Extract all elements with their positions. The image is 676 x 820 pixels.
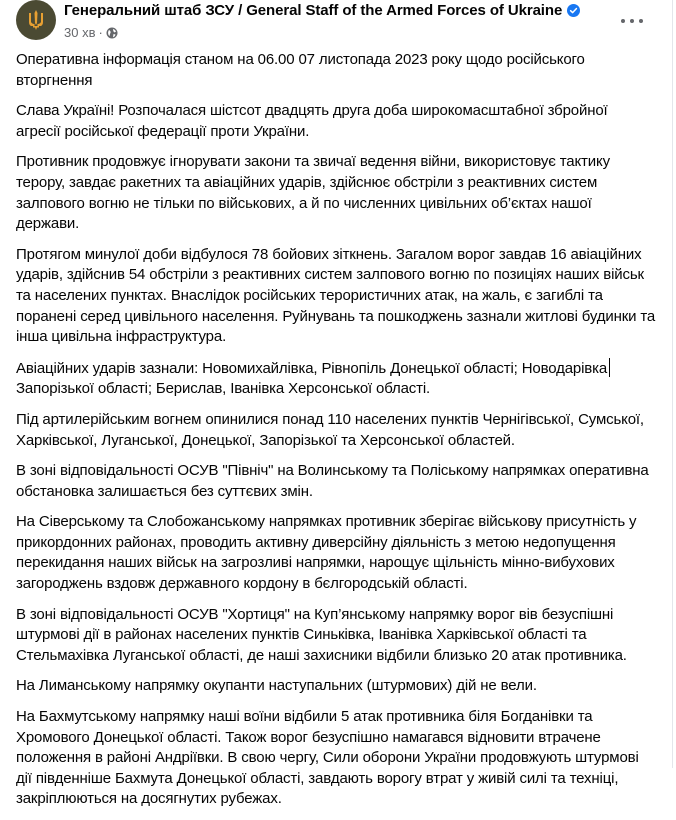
- more-dot: [639, 19, 643, 23]
- more-dot: [621, 19, 625, 23]
- page-name-link[interactable]: Генеральний штаб ЗСУ / General Staff of the Armed Forces of Ukraine: [64, 2, 563, 19]
- post-paragraph: В зоні відповідальності ОСУВ "Хортиця" на Куп’янському напрямку ворог вів безуспішні штурмові дії в районах населених пунктів Синьківка, Іванівка Харківської області та Стельмахівка Луганської області, де наші захисники відбили близько 20 атак противника.: [16, 605, 627, 664]
- more-dot: [630, 19, 634, 23]
- post-paragraph: Слава Україні! Розпочалася шістсот двадцять друга доба широкомасштабної збройної агресії російської федерації проти України.: [16, 102, 608, 140]
- post-timestamp[interactable]: 30 хв: [64, 25, 96, 40]
- air-strikes-line-1: Авіаційних ударів зазнали: Новомихайлівка, Рівнопіль Донецької області; Новодарівка: [16, 359, 608, 377]
- post-paragraph-air-strikes: [16, 358, 656, 400]
- post-paragraph: Оперативна інформація станом на 06.00 07 листопада 2023 року щодо російського вторгнення: [16, 51, 585, 89]
- meta-separator: ·: [98, 25, 103, 40]
- trident-icon: [27, 9, 45, 31]
- post-paragraph: На Лиманському напрямку окупанти наступальних (штурмових) дій не вели.: [16, 677, 537, 695]
- post-paragraph: Під артилерійським вогнем опинилися понад 110 населених пунктів Чернігівської, Сумської, Харківської, Луганської, Донецької, Запорізької та Херсонської областей.: [16, 410, 644, 449]
- post-body: [16, 50, 656, 820]
- post-paragraph: На Сіверському та Слобожанському напрямках противник зберігає військову присутність у прикордонних районах, проводить активну диверсійну діяльність з метою недопущення перекидання наших військ на загрозливі напрямки, нарощує щільність мінно-вибухових загороджень вздовж державного кордону в бєлгородській області.: [16, 513, 637, 593]
- post-paragraph: Противник продовжує ігнорувати закони та звичаї ведення війни, використовує тактику терору, завдає ракетних та авіаційних ударів, здійснює обстріли з реактивних систем залпового вогню не тільки по військових, а й по численних цивільних об’єктах нашої держави.: [16, 153, 610, 233]
- text-caret: [609, 358, 610, 377]
- post-paragraph: Протягом минулої доби відбулося 78 бойових зіткнень. Загалом ворог завдав 16 авіаційних ударів, здійснив 54 обстріли з реактивних систем залпового вогню по позиціях наших військ та населених пунктах. Внаслідок російських терористичних атак, на жаль, є загиблі та поранені серед цивільного населення. Руйнувань та пошкоджень зазнали житлові будинки та інша цивільна інфраструктура.: [16, 245, 656, 346]
- post-paragraph: В зоні відповідальності ОСУВ "Північ" на Волинському та Поліському напрямках оперативна обстановка залишається без суттєвих змін.: [16, 462, 649, 500]
- globe-icon[interactable]: [106, 27, 118, 39]
- avatar[interactable]: [16, 0, 56, 40]
- verified-badge-icon: [567, 4, 580, 17]
- more-options-button[interactable]: [621, 14, 643, 28]
- air-strikes-line-2: Запорізької області; Берислав, Іванівка Херсонської області.: [16, 380, 431, 398]
- panel-border: [672, 0, 673, 768]
- post-paragraph: На Бахмутському напрямку наші воїни відбили 5 атак противника біля Богданівки та Хромового Донецької області. Також ворог безуспішно намагався відновити втрачене положення в районі Андріївки. В свою чергу, Сили оборони України продовжують штурмові дії південніше Бахмута Донецької області, завдають ворогу втрат у живій силі та техніці, закріплюються на досягнутих рубежах.: [16, 708, 639, 808]
- post-header: [0, 0, 670, 44]
